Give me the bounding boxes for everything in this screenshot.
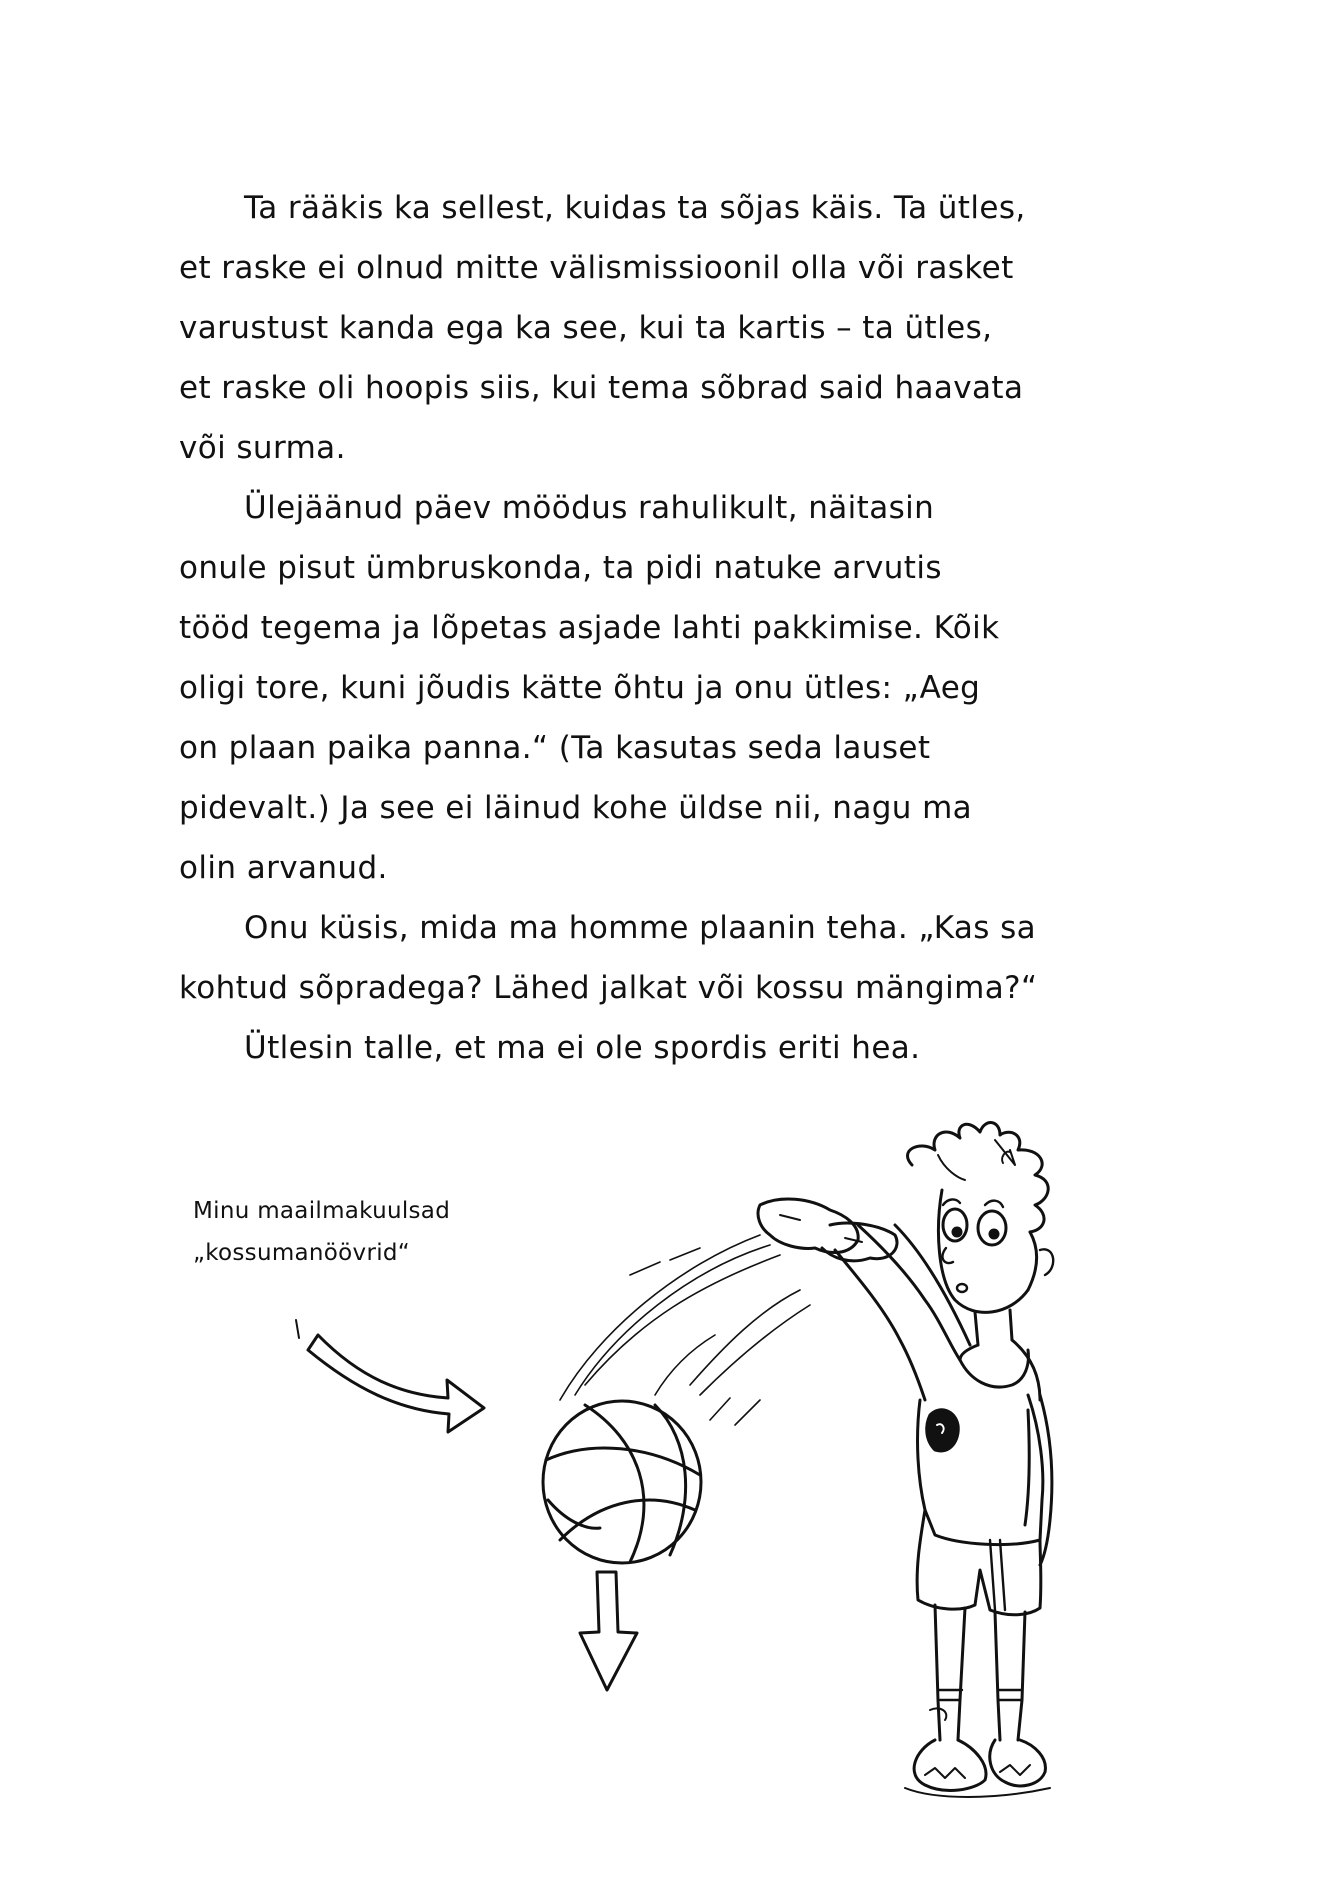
caption-line: Minu maailmakuulsad — [193, 1198, 451, 1224]
paragraph-line: oligi tore, kuni jõudis kätte õhtu ja onu ütles: „Aeg — [179, 670, 981, 706]
paragraph-line: Onu küsis, mida ma homme plaanin teha. „Kas sa — [244, 910, 1037, 946]
boy-figure — [758, 1123, 1053, 1797]
paragraph-line: tööd tegema ja lõpetas asjade lahti pakkimise. Kõik — [179, 610, 1000, 646]
motion-trail — [560, 1235, 810, 1425]
paragraph-line: Ta rääkis ka sellest, kuidas ta sõjas käis. Ta ütles, — [244, 190, 1026, 226]
basketball-icon — [543, 1401, 701, 1563]
down-arrow-icon — [580, 1572, 637, 1690]
paragraph-line: pidevalt.) Ja see ei läinud kohe üldse nii, nagu ma — [179, 790, 973, 826]
paragraph-line: varustust kanda ega ka see, kui ta kartis – ta ütles, — [179, 310, 993, 346]
caption-line: „kossumanöövrid“ — [193, 1240, 411, 1266]
paragraph-line: olin arvanud. — [179, 850, 388, 886]
paragraph-line: on plaan paika panna.“ (Ta kasutas seda lauset — [179, 730, 931, 766]
curved-arrow-icon — [296, 1320, 484, 1432]
paragraph-line: onule pisut ümbruskonda, ta pidi natuke arvutis — [179, 550, 942, 586]
paragraph-line: et raske ei olnud mitte välismissioonil olla või rasket — [179, 250, 1014, 286]
paragraph-line: Ülejäänud päev möödus rahulikult, näitasin — [244, 490, 935, 526]
paragraph-line: Ütlesin talle, et ma ei ole spordis eriti hea. — [244, 1030, 921, 1066]
paragraph-line: või surma. — [179, 430, 346, 466]
paragraph-line: kohtud sõpradega? Lähed jalkat või kossu mängima?“ — [179, 970, 1038, 1006]
paragraph-line: et raske oli hoopis siis, kui tema sõbrad said haavata — [179, 370, 1024, 406]
